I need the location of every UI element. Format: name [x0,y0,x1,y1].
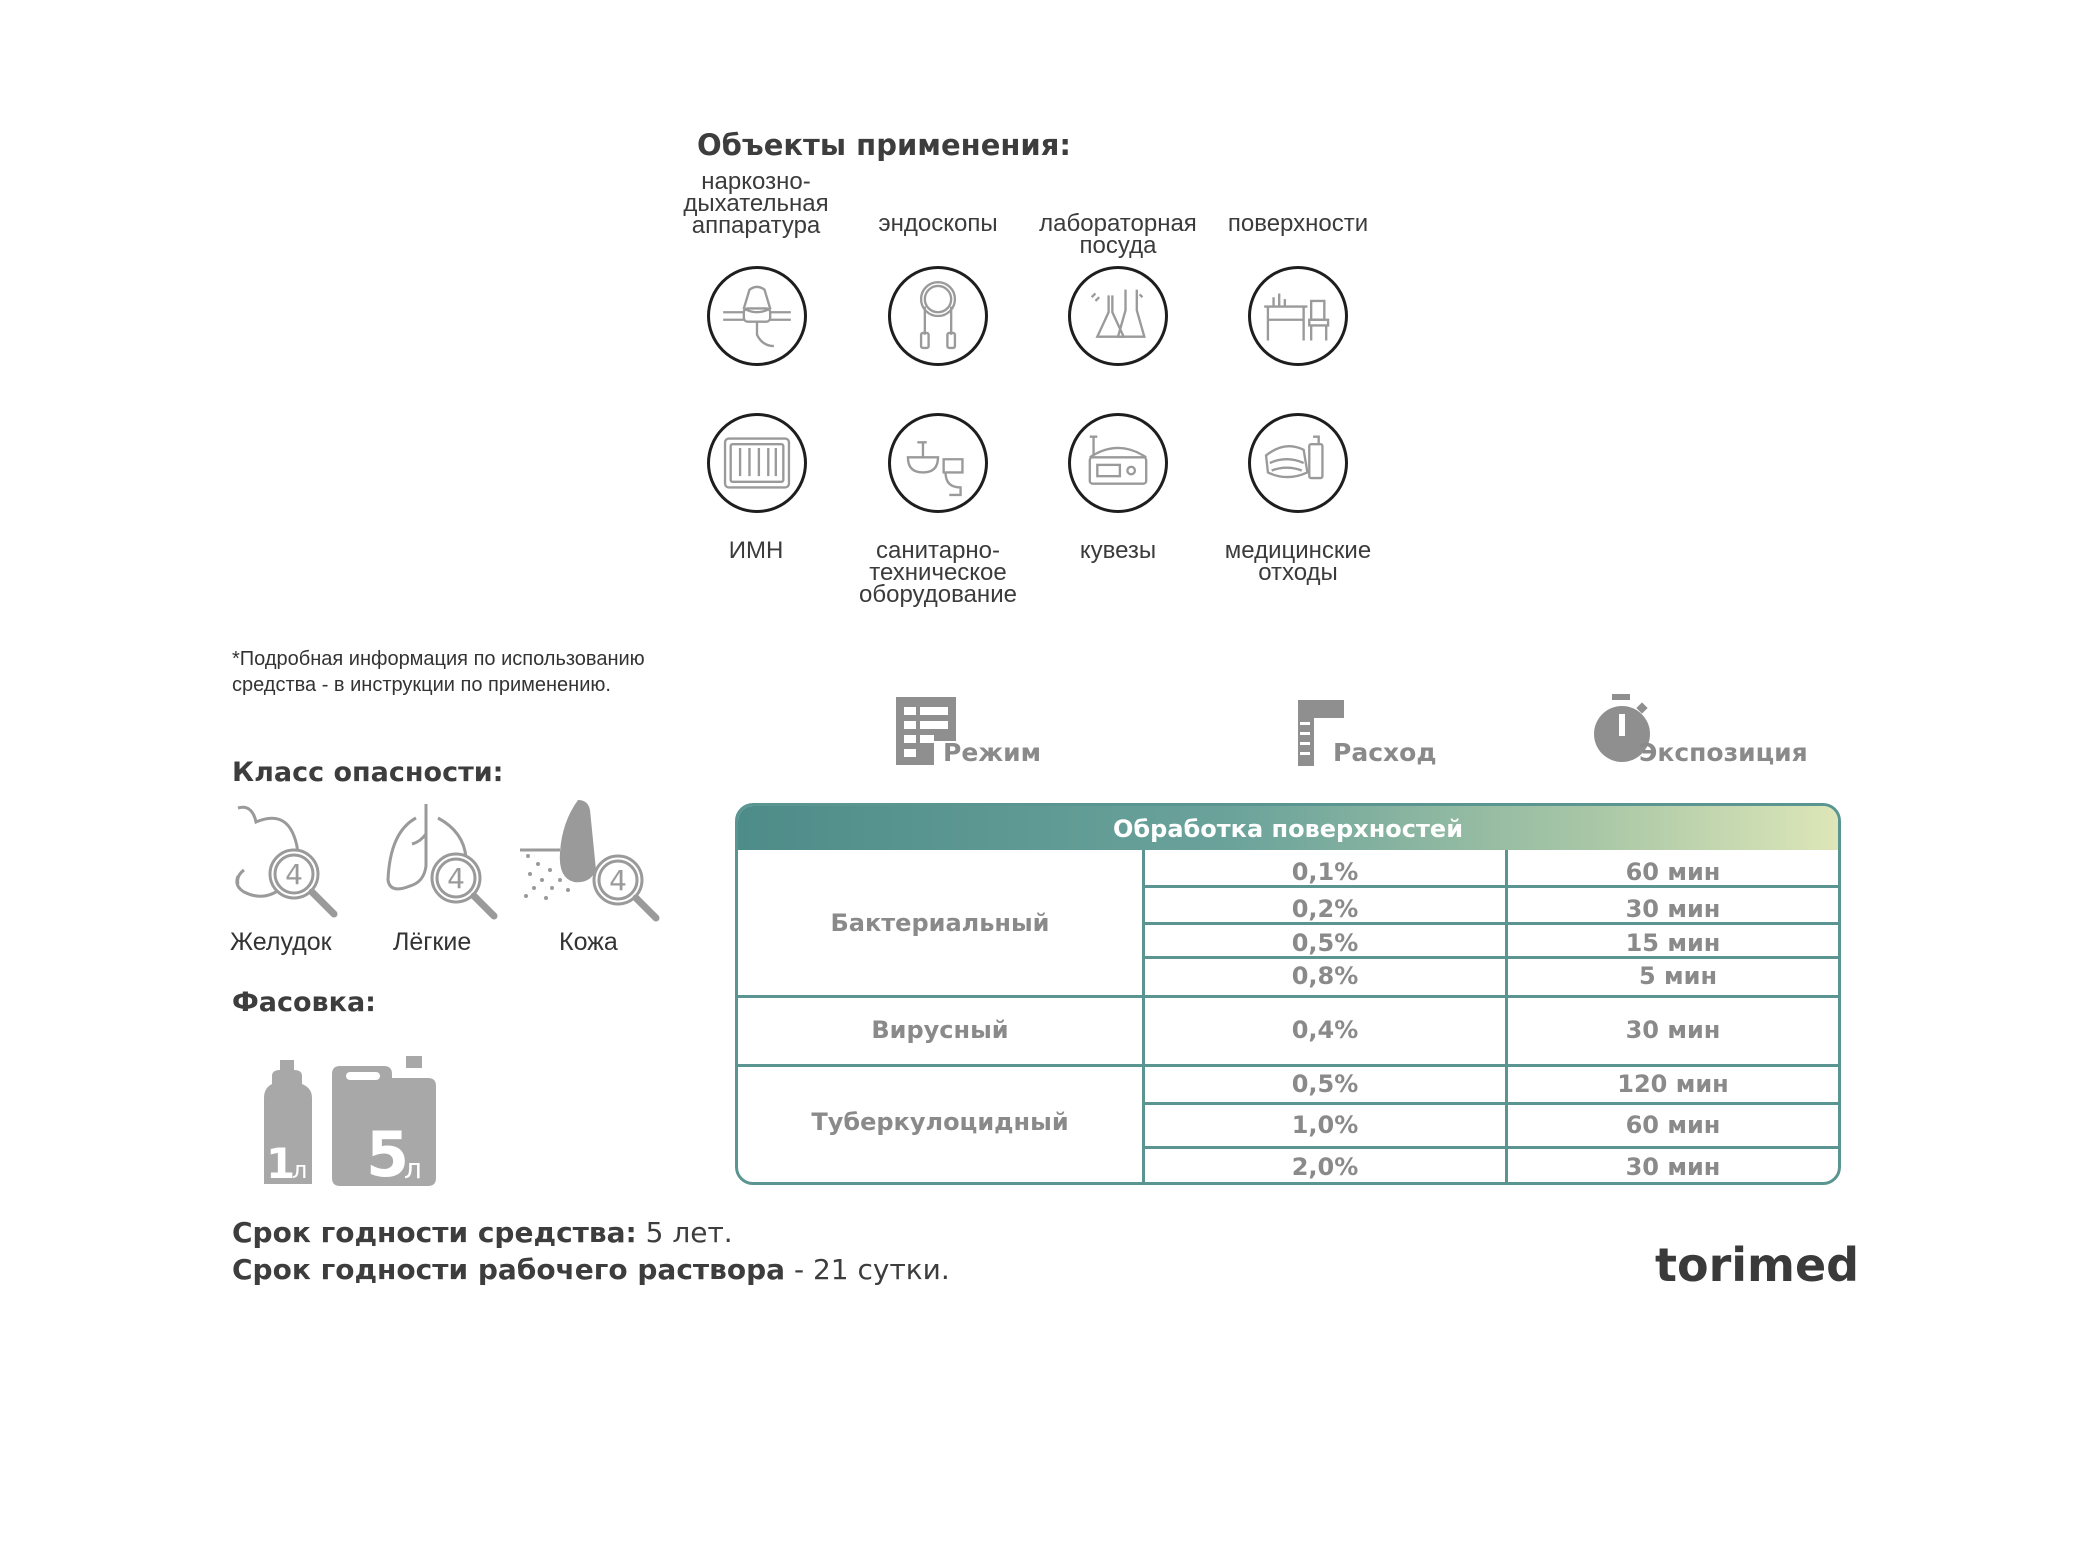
object-label-lab-glass: лабораторная посуда [1039,210,1197,259]
table-row-concentration: 0,5% [1291,929,1359,957]
sink-toilet-icon [888,413,988,513]
canister-size: 5 [366,1118,410,1186]
column-exposure: Экспозиция [1639,738,1808,767]
hazard-title: Класс опасности: [232,757,504,788]
shelf-life-solution-value: - 21 сутки. [785,1253,950,1286]
column-consumption: Расход [1333,738,1437,767]
brand-logo: torimed [1655,1238,1860,1292]
table-row-time: 30 мин [1625,895,1721,923]
skin-icon [520,800,665,925]
hazard-class-lungs: 4 [447,862,465,895]
treatment-table [735,803,1841,1185]
table-row-time: 30 мин [1625,1153,1721,1181]
table-row-time: 30 мин [1625,1016,1721,1044]
anesthesia-mask-icon [707,266,807,366]
incubator-icon [1068,413,1168,513]
endoscope-icon [888,266,988,366]
object-label-sanitary: санитарно- техническое оборудование [859,537,1017,608]
objects-title: Объекты применения: [697,128,1071,162]
table-row-time: 15 мин [1625,929,1721,957]
canister-icon [332,1056,436,1186]
packaging-title: Фасовка: [232,987,376,1018]
hazard-label-skin: Кожа [559,928,618,956]
hazard-class-stomach: 4 [285,858,303,891]
group-viral: Вирусный [871,1016,1009,1044]
bottle-size: 1 [266,1139,296,1185]
shelf-life-product-label: Срок годности средства: [232,1216,637,1249]
hazard-class-skin: 4 [609,864,627,897]
shelf-life-solution-label: Срок годности рабочего раствора [232,1253,786,1286]
lungs-icon [382,800,502,925]
table-row-time: 5 мин [1638,962,1718,990]
column-mode: Режим [943,738,1042,767]
table-divider [1142,1102,1838,1105]
table-row-concentration: 1,0% [1291,1111,1359,1139]
table-header [738,806,1838,850]
object-label-endoscopes: эндоскопы [878,210,998,237]
medical-waste-icon [1248,413,1348,513]
furniture-icon [1248,266,1348,366]
shelf-life-product-value: 5 лет. [636,1216,733,1249]
table-row-time: 120 мин [1617,1070,1729,1098]
bottle-unit: л [292,1156,308,1184]
table-row-concentration: 0,1% [1291,858,1359,886]
table-row-time: 60 мин [1625,858,1721,886]
hazard-label-stomach: Желудок [230,928,332,956]
object-label-surfaces: поверхности [1227,210,1369,237]
shelf-life [232,1214,950,1288]
table-row-concentration: 2,0% [1291,1153,1359,1181]
table-divider [738,1064,1838,1067]
object-label-instruments: ИМН [728,537,784,564]
table-title: Обработка поверхностей [1112,815,1464,843]
table-row-concentration: 0,2% [1291,895,1359,923]
object-label-waste: медицинские отходы [1224,537,1372,586]
table-row-time: 60 мин [1625,1111,1721,1139]
group-bacterial: Бактериальный [830,909,1050,937]
object-label-anesthesia: наркозно- дыхательная аппаратура [683,168,829,239]
table-row-concentration: 0,5% [1291,1070,1359,1098]
bottle-icon [262,1060,314,1185]
table-row-concentration: 0,4% [1291,1016,1359,1044]
lab-flask-icon [1068,266,1168,366]
table-divider [738,995,1838,998]
table-divider [1142,1146,1838,1149]
group-tuberculocidal: Туберкулоцидный [811,1108,1069,1136]
usage-footnote: *Подробная информация по использованию средства - в инструкции по применению. [232,648,645,696]
canister-unit: л [404,1152,422,1185]
medical-instruments-icon [707,413,807,513]
object-label-incubators: кувезы [1079,537,1157,564]
table-row-concentration: 0,8% [1291,962,1359,990]
hazard-label-lungs: Лёгкие [393,928,472,956]
stomach-icon [230,800,350,925]
